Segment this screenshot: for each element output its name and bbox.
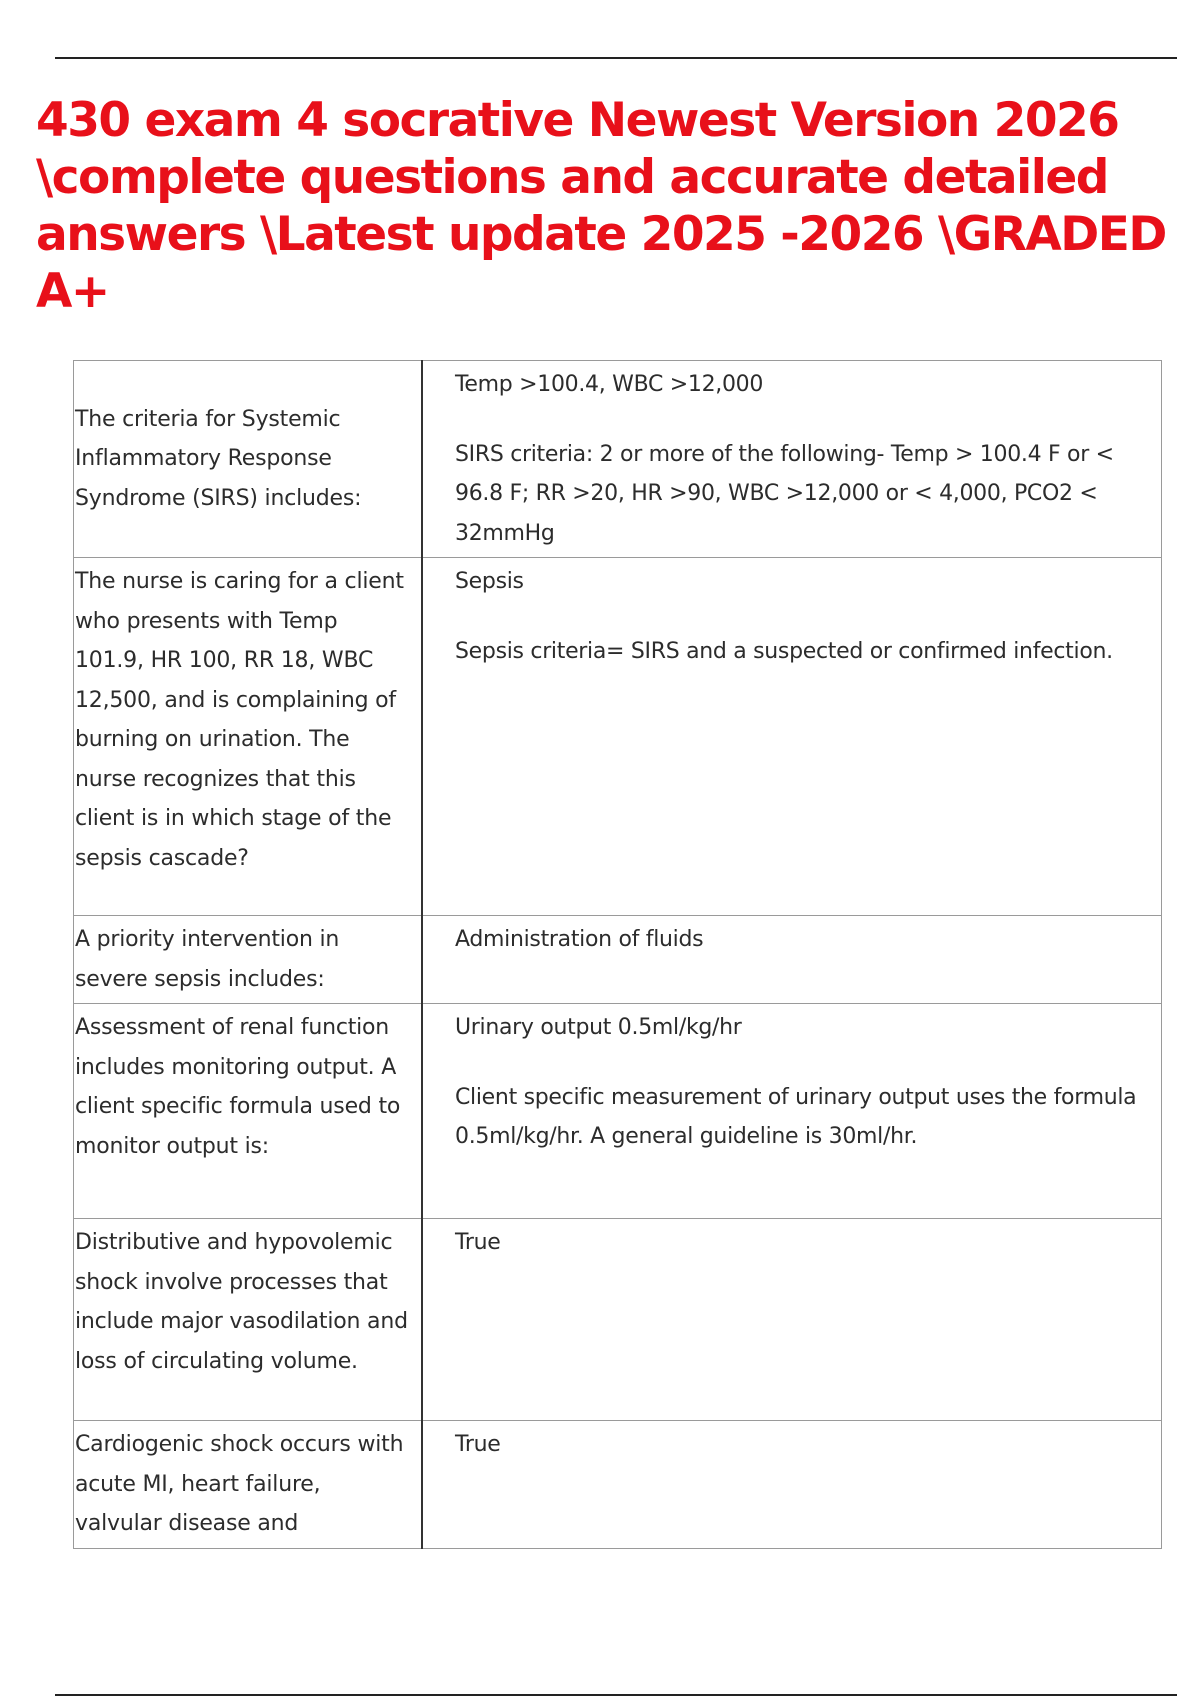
answer-cell — [422, 361, 1162, 558]
answer-cell — [422, 916, 1162, 1004]
question-cell: A priority intervention in severe sepsis includes: — [74, 916, 423, 1004]
answer-cell — [422, 558, 1162, 916]
table-row — [74, 1004, 1162, 1219]
answer-text: Urinary output 0.5ml/kg/hr — [455, 1015, 742, 1040]
question-cell: The nurse is caring for a client who presents with Temp 101.9, HR 100, RR 18, WBC 12,500, and is complaining of burning on urination. The nurse recognizes that this client is in which stage of the sepsis cascade? — [74, 558, 423, 916]
answer-cell — [422, 1004, 1162, 1219]
qa-table — [73, 360, 1162, 1549]
top-divider — [55, 57, 1177, 59]
rationale-text: Client specific measurement of urinary output uses the formula 0.5ml/kg/hr. A general guideline is 30ml/hr. — [455, 1084, 1137, 1149]
table-row — [74, 1421, 1162, 1549]
bottom-divider — [55, 1694, 1177, 1696]
document-title: 430 exam 4 socrative Newest Version 2026 \complete questions and accurate detailed answers \Latest update 2025 -2026 \GRADED A+ — [36, 93, 1166, 319]
answer-text: True — [455, 1432, 501, 1457]
question-cell: Distributive and hypovolemic shock involve processes that include major vasodilation and loss of circulating volume. — [74, 1219, 423, 1421]
answer-text: True — [455, 1230, 501, 1255]
answer-text: Administration of fluids — [455, 927, 704, 952]
question-cell: Assessment of renal function includes monitoring output. A client specific formula used to monitor output is: — [74, 1004, 423, 1219]
table-row — [74, 361, 1162, 558]
table-row — [74, 916, 1162, 1004]
answer-text: Sepsis — [455, 569, 524, 594]
answer-cell — [422, 1219, 1162, 1421]
table-row — [74, 558, 1162, 916]
rationale-text: Sepsis criteria= SIRS and a suspected or confirmed infection. — [455, 638, 1113, 664]
answer-text: Temp >100.4, WBC >12,000 — [455, 372, 764, 397]
table-row — [74, 1219, 1162, 1421]
question-cell: The criteria for Systemic Inflammatory Response Syndrome (SIRS) includes: — [74, 361, 423, 558]
rationale-text: SIRS criteria: 2 or more of the following- Temp > 100.4 F or < 96.8 F; RR >20, HR >90, WBC >12,000 or < 4,000, PCO2 < 32mmHg — [455, 441, 1114, 546]
answer-cell — [422, 1421, 1162, 1549]
question-cell: Cardiogenic shock occurs with acute MI, heart failure, valvular disease and — [74, 1421, 423, 1549]
